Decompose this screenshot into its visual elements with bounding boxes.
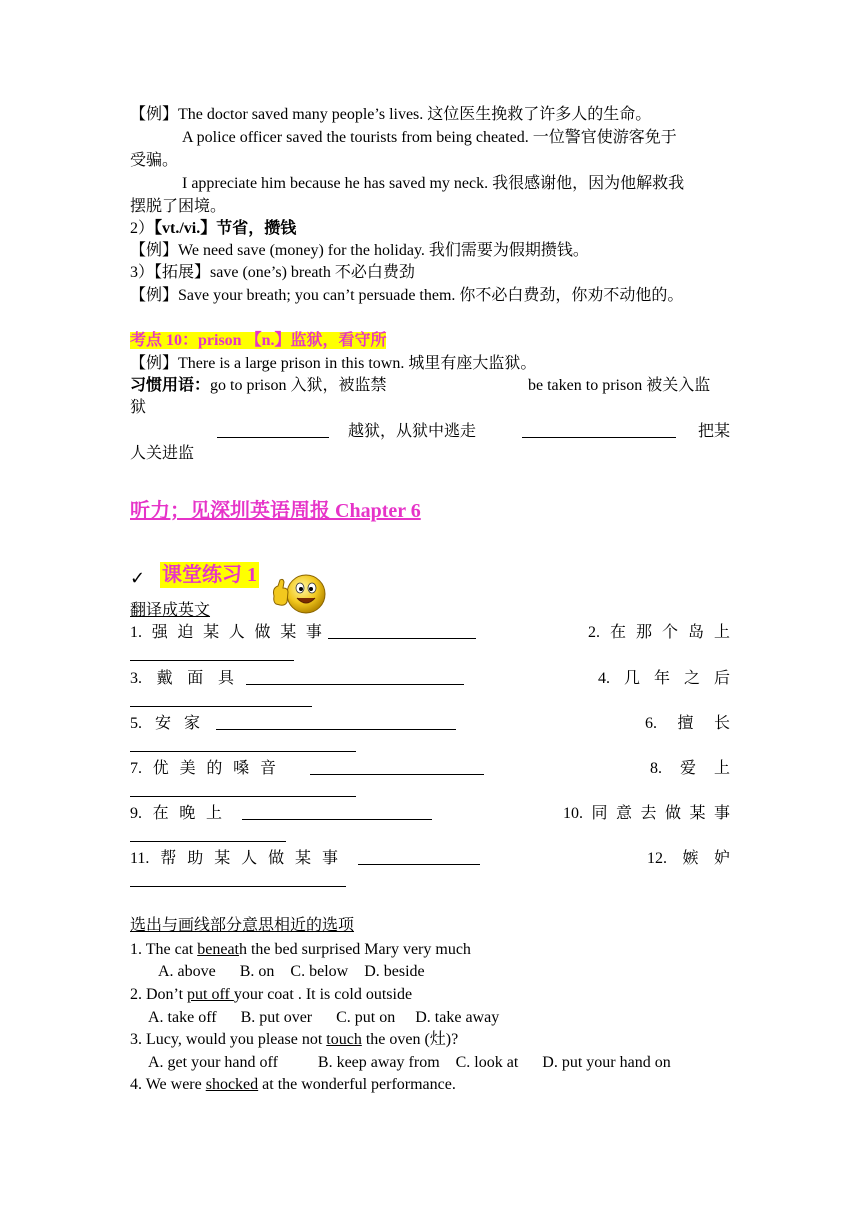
prompt-char: 那 xyxy=(635,624,652,641)
example-line: 受骗。 xyxy=(130,152,179,169)
practice-title: 课堂练习 1 xyxy=(162,564,257,586)
translate-item-row xyxy=(130,803,730,825)
prompt-char: 某 xyxy=(203,624,220,641)
question-3: 3. Lucy, would you please not touch the oven (灶)? xyxy=(130,1031,459,1048)
prompt-char: 的 xyxy=(206,760,223,777)
translate-item-prompt xyxy=(647,848,730,870)
prompt-char: 长 xyxy=(713,715,730,732)
answer-blank[interactable] xyxy=(522,423,676,438)
translate-item-prompt xyxy=(563,803,730,825)
item-number: 8. xyxy=(650,760,662,777)
prompt-char: 人 xyxy=(241,850,258,867)
answer-blank[interactable] xyxy=(328,624,476,639)
prompt-char: 年 xyxy=(653,670,670,687)
item-number: 2. xyxy=(588,624,600,641)
translate-item-prompt xyxy=(130,713,200,735)
item-number: 4. xyxy=(598,670,610,687)
prompt-char: 嗓 xyxy=(233,760,250,777)
example-line: 【例】There is a large prison in this town. 城里有座大监狱。 xyxy=(130,355,537,372)
item-number: 1. xyxy=(130,624,142,641)
prompt-char: 意 xyxy=(615,805,632,822)
prompt-char: 在 xyxy=(609,624,626,641)
question-3-options: A. get your hand off B. keep away from C. look at D. put your hand on xyxy=(148,1054,671,1071)
example-line: 【例】We need save (money) for the holiday. 我们需要为假期攒钱。 xyxy=(130,242,589,259)
question-2-options: A. take off B. put over C. put on D. take away xyxy=(148,1009,500,1026)
prompt-char: 上 xyxy=(713,760,730,777)
prompt-char: 戴 xyxy=(156,670,173,687)
example-line: I appreciate him because he has saved my neck. 我很感谢他，因为他解救我 xyxy=(182,175,685,192)
translate-item-prompt xyxy=(645,713,730,735)
prompt-char: 上 xyxy=(713,624,730,641)
question-4: 4. We were shocked at the wonderful performance. xyxy=(130,1076,456,1093)
idiom-line: be taken to prison 被关入监 xyxy=(528,377,711,394)
idiom-line: 狱 xyxy=(130,399,147,416)
item-number: 9. xyxy=(130,805,142,822)
prompt-char: 美 xyxy=(179,760,196,777)
translate-item-row xyxy=(130,668,730,690)
translate-item-row xyxy=(130,713,730,735)
answer-blank[interactable] xyxy=(130,646,294,661)
prompt-char: 岛 xyxy=(687,624,704,641)
example-line: A police officer saved the tourists from being cheated. 一位警官使游客免于 xyxy=(182,129,677,146)
question-1: 1. The cat beneath the bed surprised Mary very much xyxy=(130,941,471,958)
item-number: 5. xyxy=(130,715,142,732)
item-number: 6. xyxy=(645,715,657,732)
prompt-char: 在 xyxy=(152,805,169,822)
item-number: 12. xyxy=(647,850,667,867)
translate-item-row xyxy=(130,848,730,870)
answer-blank[interactable] xyxy=(130,692,312,707)
prompt-char: 迫 xyxy=(177,624,194,641)
answer-blank[interactable] xyxy=(216,715,456,730)
prompt-char: 之 xyxy=(683,670,700,687)
prompt-char: 爱 xyxy=(679,760,696,777)
question-1-options: A. above B. on C. below D. beside xyxy=(158,963,425,980)
prompt-char: 做 xyxy=(268,850,285,867)
listening-heading: 听力；见深圳英语周报 Chapter 6 xyxy=(130,500,421,522)
answer-blank[interactable] xyxy=(130,782,356,797)
prompt-char: 事 xyxy=(321,850,338,867)
answer-blank[interactable] xyxy=(358,850,480,865)
prompt-char: 强 xyxy=(151,624,168,641)
prompt-char: 安 xyxy=(154,715,171,732)
example-line: 【例】The doctor saved many people’s lives. 这位医生挽救了许多人的生命。 xyxy=(130,106,652,123)
translate-item-prompt xyxy=(650,758,730,780)
answer-blank[interactable] xyxy=(217,423,329,438)
idiom-line: 习惯用语：go to prison 入狱，被监禁 xyxy=(130,377,387,394)
thumbs-up-smiley-icon xyxy=(270,572,330,616)
item-number: 11. xyxy=(130,850,150,867)
prompt-char: 助 xyxy=(187,850,204,867)
answer-blank[interactable] xyxy=(130,737,356,752)
point-title: 考点 10：prison 【n.】监狱，看守所 xyxy=(130,332,387,349)
idiom-line: 人关进监 xyxy=(130,445,195,462)
answer-blank[interactable] xyxy=(242,805,432,820)
item-number: 7. xyxy=(130,760,142,777)
prompt-char: 个 xyxy=(661,624,678,641)
prompt-char: 事 xyxy=(713,805,730,822)
question-2: 2. Don’t put off your coat . It is cold outside xyxy=(130,986,413,1003)
prompt-char: 晚 xyxy=(179,805,196,822)
definition-line: 3）【拓展】save (one’s) breath 不必白费劲 xyxy=(130,264,415,281)
prompt-char: 嫉 xyxy=(682,850,699,867)
answer-blank[interactable] xyxy=(130,827,286,842)
prompt-char: 音 xyxy=(259,760,276,777)
prompt-char: 后 xyxy=(713,670,730,687)
prompt-char: 人 xyxy=(228,624,245,641)
prompt-char: 几 xyxy=(623,670,640,687)
translate-item-prompt xyxy=(130,668,234,690)
definition-line: 2）【vt./vi.】节省，攒钱 xyxy=(130,220,297,237)
translate-heading: 翻译成英文 xyxy=(130,602,211,619)
translate-item-prompt xyxy=(130,758,276,780)
translate-item-prompt xyxy=(130,848,338,870)
translate-item-prompt xyxy=(588,622,730,644)
answer-blank[interactable] xyxy=(246,670,464,685)
prompt-char: 家 xyxy=(183,715,200,732)
item-number: 10. xyxy=(563,805,583,822)
item-number: 3. xyxy=(130,670,142,687)
prompt-char: 具 xyxy=(217,670,234,687)
prompt-char: 某 xyxy=(295,850,312,867)
prompt-char: 帮 xyxy=(160,850,177,867)
prompt-char: 上 xyxy=(205,805,222,822)
choice-heading: 选出与画线部分意思相近的选项 xyxy=(130,917,355,934)
prompt-char: 事 xyxy=(305,624,322,641)
prompt-char: 做 xyxy=(664,805,681,822)
check-icon: ✓ xyxy=(130,568,146,589)
prompt-char: 某 xyxy=(214,850,231,867)
prompt-char: 某 xyxy=(689,805,706,822)
translate-item-row xyxy=(130,758,730,780)
translate-item-row xyxy=(130,622,730,644)
translate-item-prompt xyxy=(598,668,730,690)
example-line: 摆脱了困境。 xyxy=(130,198,227,215)
prompt-char: 面 xyxy=(187,670,204,687)
answer-blank[interactable] xyxy=(310,760,484,775)
example-line: 【例】Save your breath; you can’t persuade them. 你不必白费劲，你劝不动他的。 xyxy=(130,287,684,304)
answer-blank[interactable] xyxy=(130,872,346,887)
prompt-char: 优 xyxy=(152,760,169,777)
prompt-char: 某 xyxy=(280,624,297,641)
prompt-char: 妒 xyxy=(713,850,730,867)
prompt-char: 做 xyxy=(254,624,271,641)
prompt-char: 去 xyxy=(640,805,657,822)
translate-item-prompt xyxy=(130,622,322,644)
translate-item-prompt xyxy=(130,803,222,825)
prompt-char: 擅 xyxy=(677,715,694,732)
prompt-char: 同 xyxy=(591,805,608,822)
